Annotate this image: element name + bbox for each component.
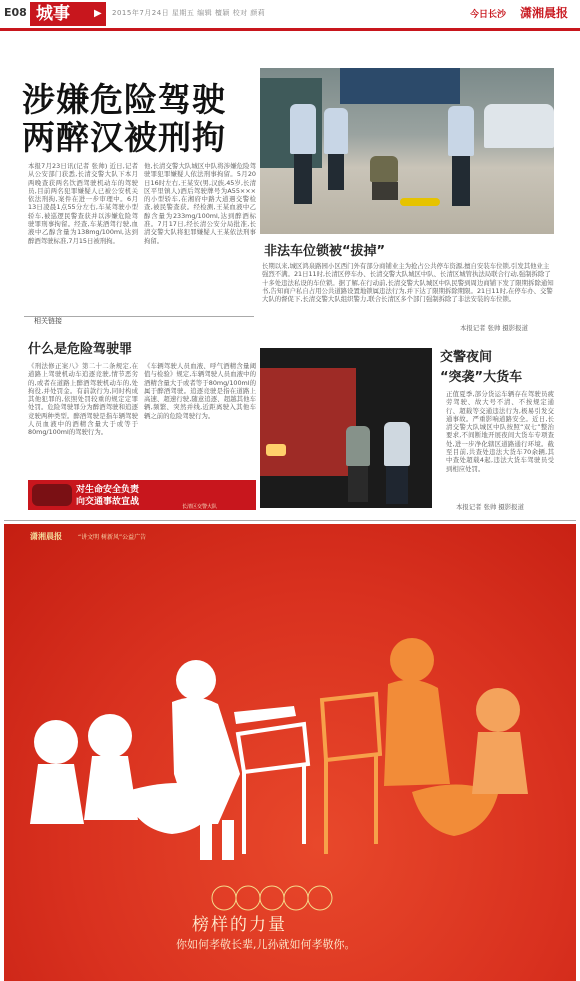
psa-line-1: 对生命安全负责 [76, 485, 140, 495]
worker [370, 156, 398, 182]
story3-headline-1: 交警夜间 [440, 350, 493, 365]
officer-legs [294, 154, 312, 204]
story3-byline: 本报记者 张帅 摄影报道 [456, 503, 524, 511]
edition-label: 今日长沙 [470, 10, 507, 20]
story2-byline: 本报记者 张帅 摄影报道 [460, 324, 528, 332]
photo-night-truck-check [260, 348, 432, 508]
story3-body: 正值夏季,部分货运车辆存在驾驶员疲劳驾驶、故大号不清、不按规定通行、超载等交通违法行为,极易引发交通事故。严重影响道路安全。近日,长清交警大队城区中队按照“双七”整治要求,不间断地开展夜间大货车专项查处,进一步净化辖区道路通行环境。截至目前,共查处违法大货车70余辆,其中查处超载4起,违法大货车驾驶员受到相应处罚。 [446, 390, 554, 473]
officer-legs [452, 156, 470, 206]
ring-icon [308, 886, 332, 910]
officer [290, 104, 316, 154]
ring-icon [212, 886, 236, 910]
photo-parking-lock-removal [260, 68, 554, 234]
story3-headline-2: “突袭”大货车 [440, 370, 523, 385]
grandfather-figure [172, 660, 296, 860]
officer [324, 108, 348, 154]
worker-legs [372, 182, 398, 200]
ring-icon [284, 886, 308, 910]
officer-legs [386, 466, 408, 504]
chair-right [322, 694, 380, 854]
story1-col2: 他,长清交警大队城区中队将涉嫌危险驾驶罪犯罪嫌疑人依法刑事拘留。5月20日16时左右,王某安(男,汉族,45岁,长清区平里镇人)酒后驾驶牌号为A55×××的小型轿车,在湘府中路大道遇交警检查,被民警查获。经检测,王某血液中乙醇含量为233mg/100ml,达到醉酒标准。7月17日,经长清公安分局批准,长清交警大队将犯罪嫌疑人王某依法刑事拘留。 [144, 162, 256, 245]
ad-title: 榜样的力量 [192, 915, 287, 935]
related-col1: 《刑法修正案八》第二十二条规定,在道路上驾驶机动车追逐竞驶,情节恶劣的,或者在道路上醉酒驾驶机动车的,处拘役,并处罚金。有前款行为,同时构成其他犯罪的,依照处罚较重的规定定罪处罚。危险驾驶罪分为醉酒驾驶和追逐竞驶两种类型。醉酒驾驶是指车辆驾驶人员血液中的酒精含量大于或等于80mg/100ml的驾驶行为。 [28, 362, 138, 437]
driver [346, 426, 370, 466]
headlight [266, 444, 286, 456]
red-truck [260, 368, 356, 476]
story1-col1: 本报7月23日讯(记者 张帅) 近日,记者从公安部门获悉,长清交警大队下本月两晚查获两名饮酒驾驶机动车的驾驶员,目前两名犯罪嫌疑人已被公安机关依法刑拘,案件在进一步审理中。6月13日凌晨1点55分左右,车某驾驶小型轿车,被巡逻民警查获并以涉嫌危险驾驶罪刑事拘留。经查,车某酒驾行驶,血液中乙醇含量为138mg/100ml,达到醉酒驾驶标准,7月15日被刑拘。 [28, 162, 138, 245]
issue-meta: 2015年7月24日 星期五 编辑 檀颖 校对 颜莉 [112, 9, 266, 17]
public-service-ad [4, 524, 576, 981]
grandmother-figure [384, 638, 450, 786]
officer [448, 106, 474, 156]
header-rule [0, 28, 580, 31]
story2-body: 长期以来,城区鸿泉路园小区西门外有部分商铺业主为抢占公共停车资源,擅自安装车位锁,引发其他业主强烈不满。21日11时,长清区停车办、长清交警大队城区中队、长清区城管执法局联合行动,强制拆除了十多处违法私设的车位锁。据了解,在行动前,长清交警大队城区中队民警到周边商铺下发了限期拆除通知书,告知商户私自占用公共道路设置地锁属违法行为,并下达了限期拆除期限。21日11时,在停车办、交警大队的督促下,长清交警大队组织警力,联合长清区多个部门强制拆除了非法安装的车位锁。 [262, 262, 554, 304]
story2-headline: 非法车位锁被“拔掉” [264, 244, 386, 259]
psa-line-2: 向交通事故宣战 [76, 497, 140, 507]
story1-headline-1: 涉嫌危险驾驶 [22, 80, 226, 119]
related-title: 什么是危险驾驶罪 [28, 342, 133, 357]
shopfront [340, 68, 460, 104]
ad-tagline: “讲文明 树新风”公益广告 [78, 534, 147, 541]
ring-icon [236, 886, 260, 910]
chair-left [238, 724, 308, 854]
ad-subtitle: 你如何孝敬长辈,儿孙就如何孝敬你。 [176, 938, 356, 951]
story1-headline-2: 两醉汉被刑拘 [22, 118, 226, 157]
page-number: E08 [4, 6, 27, 19]
children-left [30, 714, 138, 824]
child-right [472, 688, 528, 794]
section-title: 城事 [30, 2, 106, 26]
psa-credit: 长清区交警大队 [182, 504, 218, 510]
related-label: 相关链接 [34, 317, 62, 325]
papercut-illustration [4, 524, 576, 981]
related-col2: 《车辆驾驶人员血液、呼气酒精含量阈值与检验》规定,车辆驾驶人员血液中的酒精含量大于或者等于80mg/100ml的属于醉酒驾驶。追逐竞驶是指在道路上高速、超速行驶,随意追逐、超越其他车辆,频繁、突然并线,近距离驶入其他车辆之前的危险驾驶行为。 [144, 362, 256, 420]
officer [384, 422, 410, 466]
car-icon [32, 484, 72, 506]
parking-lock [400, 198, 440, 206]
ring-icon [260, 886, 284, 910]
parked-car [484, 104, 554, 148]
newspaper-logo: 潇湘晨报 [520, 6, 569, 20]
officer-legs [328, 154, 344, 190]
arrow-icon: ▶ [94, 8, 102, 19]
ad-logo: 潇湘晨报 [30, 531, 62, 541]
driver-legs [348, 466, 368, 502]
ad-divider [4, 520, 576, 521]
